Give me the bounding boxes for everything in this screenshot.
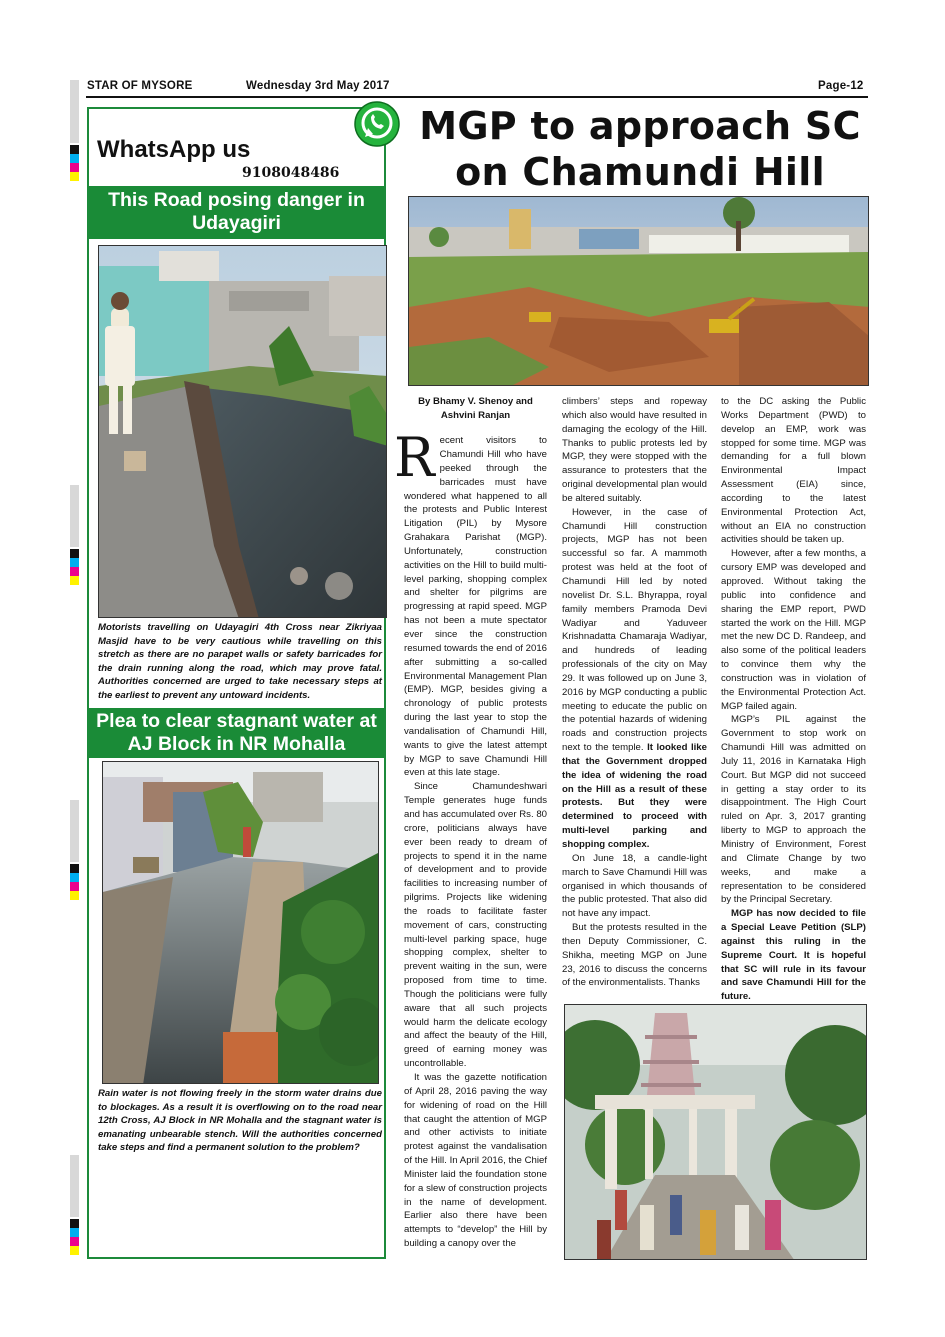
margin-strip xyxy=(70,1155,79,1217)
article-column-2 xyxy=(562,395,707,990)
construction-site-photo xyxy=(408,196,869,386)
margin-strip xyxy=(70,485,79,547)
story1-caption: Motorists travelling on Udayagiri 4th Cross near Zikriyaa Masjid have to be very cautious while travelling on this stretch as there are no parapet walls or safety barricades for the drain running along the road, which may prove fatal. Authorities concerned are urged to take necessary steps at the earliest to prevent any untoward incidents. xyxy=(98,622,382,701)
sidebar-box xyxy=(87,107,386,1259)
article-column-3 xyxy=(721,395,866,1004)
registration-mark xyxy=(70,1219,79,1255)
dropcap: R xyxy=(394,426,435,490)
construction-site-image xyxy=(409,197,869,386)
article-paragraph: MGP has now decided to file a Special Leave Petition (SLP) against this ruling in the Supreme Court. It is hopeful that SC will rule in its favour and save Chamundi Hill for the future. xyxy=(721,908,866,1003)
article-paragraph: MGP’s PIL against the Government to stop work on Chamundi Hill was admitted on July 11, 2016 in Karnataka High Court. But MGP did not succeed in getting a stay order to its disappointment. The High Court ruled on Apr. 3, 2017 granting liberty to MGP to approach the Ministry of Environment, Forest and Climate Change by two weeks, and make a representation to be considered by the Principal Secretary. xyxy=(721,714,866,906)
article-paragraph: Since Chamundeshwari Temple generates huge funds and has accumulated over Rs. 80 crore, politicians always have ever been ready to dream of projects to spend it in the name of development and to provide facilities to increasing number of pilgrims. Projects like widening the roads to facilitate faster movement of cars, constructing multi-level parking space, huge shopping complex, shelter to prevent waiting in the sun, were proposed from time to time. Though the politicians were fully aware that all such projects would harm the delicate ecology and affect the beauty of the Hill, greed of earning money was uncontrollable. xyxy=(404,781,547,1070)
article-paragraph: It was the gazette notification of April 28, 2016 paving the way for widening of road on the Hill that caught the attention of MGP and other activists to initiate protest against the vandalisation of the Hill. In April 2016, the Chief Minister laid the foundation stone for a slew of construction projects in the name of development. Earlier also there have been attempts to “develop” the Hill by building a canopy over the xyxy=(404,1072,547,1250)
story1-title xyxy=(89,186,384,239)
article-paragraph xyxy=(394,426,547,780)
udayagiri-drain-photo xyxy=(98,245,387,618)
story1-title-text: This Road posing danger in Udayagiri xyxy=(108,189,365,234)
header-rule xyxy=(86,96,868,98)
story2-title-text: Plea to clear stagnant water at AJ Block in NR Mohalla xyxy=(96,710,377,755)
headline-line-1: MGP to approach SC xyxy=(419,104,861,148)
nr-mohalla-water-photo xyxy=(102,761,379,1084)
whatsapp-label: WhatsApp us xyxy=(97,136,251,163)
article-text: ecent visitors to Chamundi Hill who have peeked through the barricades must have wondered what happened to all the protests and Public Interest Litigation (PIL) by Mysore Grahakara Parishat (MGP). Unfortunately, construction activities on the Hill to build multi-level parking, shopping complex and shelter for pilgrims are progressing at rapid speed. MGP has not been a mute spectator ever since the construction resumed towards the end of 2016 after submitting a so-called Environmental Management Plan (EMP). MGP, besides giving a chronology of public protests during the last year to stop the vandalisation of Chamundi Hill, wants to give the latest attempt by MGP to save Chamundi Hill even at this late stage. xyxy=(404,435,547,779)
nr-mohalla-water-image xyxy=(103,762,379,1084)
article-headline xyxy=(405,103,875,195)
chamundi-temple-image xyxy=(565,1005,867,1260)
article-paragraph: But the protests resulted in the then Deputy Commissioner, C. Shikha, meeting MGP on June 23, 2016 to discuss the concerns of the environmentalists. Thanks xyxy=(562,922,707,989)
article-paragraph: On June 18, a candle-light march to Save Chamundi Hill was organised in which thousands of the public protested. That also did not have any impact. xyxy=(562,852,707,920)
story2-caption: Rain water is not flowing freely in the storm water drains due to blockages. As a result it is overflowing on to the road near 12th Cross, AJ Block in NR Mohalla and the stagnant water is emanating unbearable stench. Will the authorities concerned take steps and find a permanent solution to the problem? xyxy=(98,1088,382,1154)
margin-strip xyxy=(70,800,79,862)
registration-mark xyxy=(70,145,79,181)
article-paragraph: However, after a few months, a cursory EMP was developed and approved. Without taking the public into confidence and sharing the EMP report, PWD started the work on the Hill. MGP met the new DC D. Randeep, and also some of the political leaders to convince them why the construction was in violation of the Environmental Protection Act. MGP failed again. xyxy=(721,548,866,712)
story2-title xyxy=(89,708,384,758)
article-paragraph: climbers’ steps and ropeway which also would have resulted in damaging the ecology of the Hill. Thanks to public protests led by MGP, they were stopped with the assurance to protesters that the original developmental plan would be altered suitably. xyxy=(562,396,707,504)
registration-mark xyxy=(70,864,79,900)
paper-name: STAR OF MYSORE xyxy=(87,80,193,92)
whatsapp-icon xyxy=(354,101,400,147)
article-paragraph: to the DC asking the Public Works Department (PWD) to develop an EMP, work was stopped for some time. MGP was demanding for a full blown Environmental Impact Assessment (EIA) since, according to the latest Environmental Protection Act, without an EIA no construction activities should be taken up. xyxy=(721,396,866,546)
article-paragraph xyxy=(562,506,707,852)
headline-line-2: on Chamundi Hill xyxy=(455,150,825,194)
page-number: Page-12 xyxy=(818,80,864,92)
margin-strip xyxy=(70,80,79,143)
chamundi-temple-photo xyxy=(564,1004,867,1260)
whatsapp-number: 9108048486 xyxy=(242,165,340,181)
article-text: However, in the case of Chamundi Hill construction projects, MGP has not been successful so far. A mammoth protest was held at the foot of Chamundi Hill led by noted novelist Dr. S.L. Bhyrappa, royal family members Pramoda Devi Wadiyar and Yaduveer Krishnadatta Chamaraja Wadiyar, and hundreds of leading professionals of the city on May 29. It was followed up on June 3, 2016 by MGP conducting a public meeting to educate the public on the potential hazards of widening roads and construction projects next to the temple. xyxy=(562,506,707,754)
byline: By Bhamy V. Shenoy and Ashvini Ranjan xyxy=(418,396,533,421)
registration-mark xyxy=(70,549,79,585)
issue-date: Wednesday 3rd May 2017 xyxy=(246,80,390,92)
article-column-1 xyxy=(394,395,547,1251)
udayagiri-drain-image xyxy=(99,246,387,618)
article-text-bold: It looked like that the Government dropped the idea of widening the road on the Hill as a result of these protests. But they were determined to proceed with multi-level parking and shopping complex. xyxy=(562,742,707,850)
